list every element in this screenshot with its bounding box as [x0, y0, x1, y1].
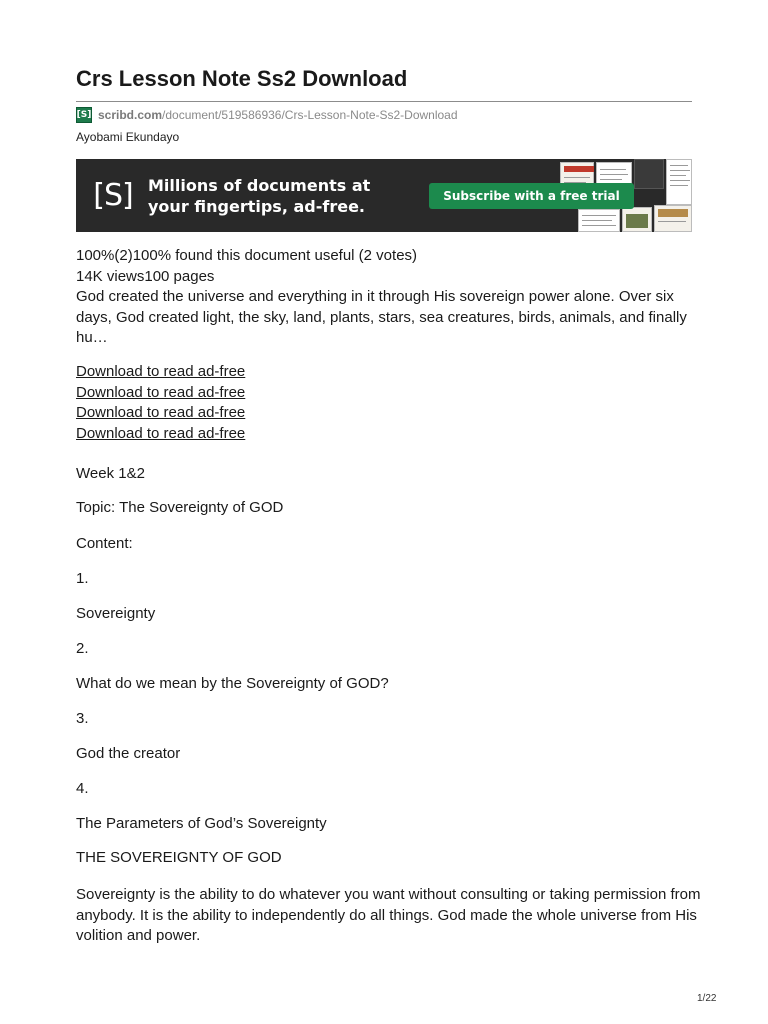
subscribe-free-trial-button[interactable]: Subscribe with a free trial [429, 183, 634, 209]
week-label: Week 1&2 [76, 465, 145, 482]
source-link[interactable] [76, 107, 458, 123]
document-summary: God created the universe and everything in it through His sovereign power alone. Over six days, God created light, the sky, land, plants, stars, sea creatures, birds, animals, and finally hu… [76, 288, 687, 346]
document-title: Crs Lesson Note Ss2 Download [76, 66, 408, 91]
thumbnail-image [634, 159, 664, 189]
download-link[interactable]: Download to read ad-free [76, 363, 246, 380]
thumbnail-image [622, 207, 652, 232]
list-number: 3. [76, 710, 89, 727]
rating-line: 100%(2)100% found this document useful (2 votes) [76, 247, 418, 264]
section-heading: THE SOVEREIGNTY OF GOD [76, 849, 282, 866]
list-number: 2. [76, 640, 89, 657]
download-link[interactable]: Download to read ad-free [76, 404, 246, 421]
content-heading: Content: [76, 535, 133, 552]
views-line: 14K views100 pages [76, 267, 215, 285]
banner-headline: Millions of documents at your fingertips, ad-free. [148, 176, 371, 216]
document-stats [76, 246, 696, 287]
scribd-favicon-icon: [S] [76, 107, 92, 123]
list-number: 1. [76, 570, 89, 587]
thumbnail-image [654, 205, 692, 232]
thumbnail-image [666, 159, 692, 205]
page-indicator: 1/22 [697, 993, 717, 1004]
subscribe-banner[interactable] [76, 159, 692, 232]
list-number: 4. [76, 780, 89, 797]
scribd-logo-icon: [S] [93, 177, 133, 213]
title-divider [76, 101, 692, 102]
download-link[interactable]: Download to read ad-free [76, 424, 246, 442]
list-item: What do we mean by the Sovereignty of GOD? [76, 675, 389, 692]
list-item: Sovereignty [76, 605, 156, 622]
download-links [76, 362, 245, 444]
download-link[interactable]: Download to read ad-free [76, 383, 246, 401]
body-paragraph: Sovereignty is the ability to do whatever you want without consulting or taking permission from anybody. It is the ability to independently do all things. God made the whole universe from His volition and power. [76, 886, 701, 944]
list-item: The Parameters of God’s Sovereignty [76, 815, 327, 832]
topic-label: Topic: The Sovereignty of GOD [76, 499, 284, 516]
source-path: /document/519586936/Crs-Lesson-Note-Ss2-Download [162, 108, 458, 122]
thumbnail-image [578, 209, 620, 232]
source-domain: scribd.com [98, 108, 163, 122]
list-item: God the creator [76, 745, 181, 762]
author-name: Ayobami Ekundayo [76, 130, 180, 144]
